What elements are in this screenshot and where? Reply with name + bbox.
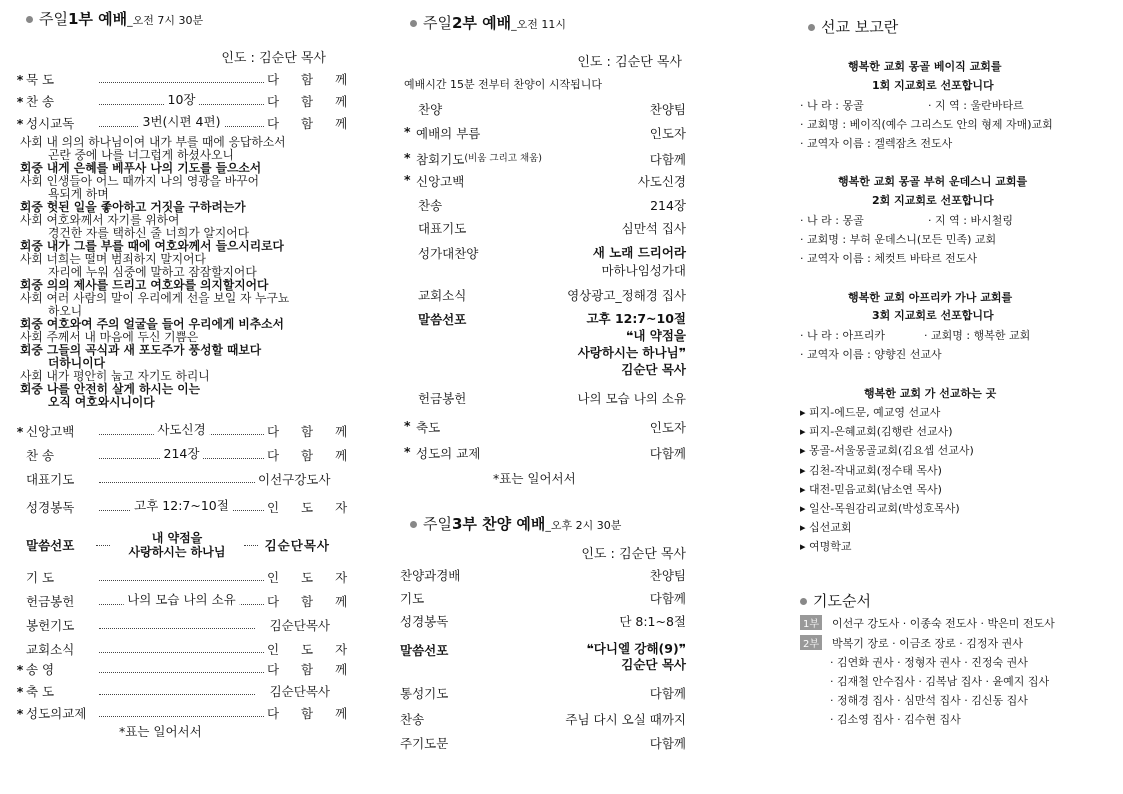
order-label-group xyxy=(404,219,466,237)
choir-song: 새 노래 드리어라 xyxy=(592,245,686,260)
stand-mark: * xyxy=(16,423,24,439)
order-row xyxy=(14,497,357,516)
order-person: 김순단목사 xyxy=(269,684,330,699)
order-detail: 사도신경 xyxy=(153,420,209,438)
order-label: 축 도 xyxy=(26,684,55,699)
order-label: 묵 도 xyxy=(26,72,55,87)
order-person: 다함께 xyxy=(649,686,686,701)
order-person: 이선구강도사 xyxy=(258,472,331,487)
order-person: 인도자 xyxy=(649,420,686,435)
order-row xyxy=(400,612,686,630)
order-label: 참회기도 xyxy=(416,152,465,167)
stand-mark: * xyxy=(16,661,24,677)
order-detail: 나의 모습 나의 소유 xyxy=(123,590,240,608)
reading-line: 회중 나를 안전히 살게 하시는 이는 xyxy=(20,382,201,396)
order-row xyxy=(404,124,686,142)
order-row xyxy=(14,421,357,440)
stand-mark: * xyxy=(16,71,24,87)
order-person: 심만석 집사 xyxy=(621,221,686,236)
reading-line: 더하니이다 xyxy=(48,356,105,370)
order-row xyxy=(404,219,686,237)
reading-line: 회중 내가 그를 부를 때에 여호와께서 들으시리로다 xyxy=(20,239,284,253)
mission-place-text: 대전-믿음교회(남소연 목사) xyxy=(809,482,942,496)
responsive-reading xyxy=(20,136,320,409)
order-row xyxy=(14,445,357,464)
choir-name: 마하나임성가대 xyxy=(601,263,686,278)
order-row xyxy=(400,734,686,752)
dotted-leader xyxy=(99,445,264,461)
mission-places-list xyxy=(800,404,974,558)
order-row xyxy=(14,470,330,488)
stand-mark: * xyxy=(16,683,24,699)
order-label: 찬송 xyxy=(400,712,425,727)
church-1-declare: 1회 지교회로 선포합니다 xyxy=(872,79,994,92)
order-label: 헌금봉헌 xyxy=(418,391,467,406)
order-label: 성경봉독 xyxy=(400,614,449,629)
order-label: 찬 송 xyxy=(26,448,55,463)
order-label-group xyxy=(404,389,466,407)
arrow-icon: ▸ xyxy=(800,463,810,477)
dotted-leader xyxy=(99,421,264,437)
mission-place-item xyxy=(800,442,974,461)
sermon-preacher: 김순단 목사 xyxy=(621,362,686,377)
arrow-icon: ▸ xyxy=(800,444,810,458)
reading-line: 회중 헛된 일을 좋아하고 거짓을 구하려는가 xyxy=(20,200,246,214)
order-label: 신앙고백 xyxy=(26,424,75,439)
service-3-title: 주일 3부 찬양 예배 _오후 2시 30분 xyxy=(410,513,621,534)
stand-mark xyxy=(404,219,418,237)
mission-place-item xyxy=(800,519,974,538)
mission-place-text: 피지-은혜교회(김행란 선교사) xyxy=(809,425,953,439)
reading-line: 사회 너희는 떨며 범죄하지 말지어다 xyxy=(20,252,206,266)
prayer-title: 기도순서 xyxy=(800,590,871,611)
prayer-line: · 김소영 집사 · 김수현 집사 xyxy=(830,713,961,726)
order-person: 다 함 께 xyxy=(267,706,357,721)
reading-line: 사회 여러 사람의 말이 우리에게 선을 보일 자 누구뇨 xyxy=(20,291,290,305)
order-label: 찬송 xyxy=(418,198,443,213)
order-person: 인도자 xyxy=(649,126,686,141)
service-3-leader: 인도 : 김순단 목사 xyxy=(581,547,686,562)
order-row-sermon: 말씀선포 고후 12:7~10절 ❝내 약점을 사랑하시는 하나님❞ 김순단 목사 xyxy=(418,311,686,377)
dotted-leader xyxy=(99,76,264,83)
dotted-leader xyxy=(99,497,264,513)
dotted-leader xyxy=(99,622,255,629)
service-2-title: 주일 2부 예배 _오전 11시 xyxy=(410,12,566,33)
stand-mark: * xyxy=(404,172,411,187)
order-label: 찬양 xyxy=(418,102,443,117)
reading-line: 사회 내 의의 하나님이여 내가 부를 때에 응답하소서 xyxy=(20,135,286,149)
order-row xyxy=(400,589,686,607)
order-label: 기 도 xyxy=(26,570,55,585)
reading-line: 사회 여호와께서 자기를 위하여 xyxy=(20,213,180,227)
order-row xyxy=(400,684,686,702)
order-person: 다 함 께 xyxy=(267,662,357,677)
reading-line: 사회 인생들아 어느 때까지 나의 영광을 바꾸어 xyxy=(20,174,260,188)
order-label: 교회소식 xyxy=(26,642,75,657)
reading-line: 회중 내게 은혜를 베푸사 나의 기도를 들으소서 xyxy=(20,161,262,175)
order-person: 다 함 께 xyxy=(267,594,357,609)
order-person: 사도신경 xyxy=(637,174,686,189)
order-row xyxy=(400,710,686,728)
order-label: 신앙고백 xyxy=(416,174,465,189)
prayer-row-1: 1부 이선구 강도사 · 이종숙 전도사 · 박은미 전도사 xyxy=(800,615,1055,631)
order-label: 성시교독 xyxy=(26,116,75,131)
order-person: 단 8:1~8절 xyxy=(619,614,686,629)
reading-line: 욕되게 하며 xyxy=(48,187,109,201)
order-person: 다 함 께 xyxy=(267,424,357,439)
reading-line: 사회 내가 평안히 눕고 자기도 하리니 xyxy=(20,369,210,383)
mission-place-text: 몽골-서울몽골교회(김요셉 선교사) xyxy=(809,444,974,458)
order-label: 성도의교제 xyxy=(26,706,87,721)
prayer-list xyxy=(830,654,1049,730)
order-label: 예배의 부름 xyxy=(416,126,481,141)
reading-line: 자리에 누워 심중에 말하고 잠잠할지어다 xyxy=(48,265,257,279)
order-label: 기도 xyxy=(400,591,425,606)
prayer-line: · 정해경 집사 · 심만석 집사 · 김신동 집사 xyxy=(830,694,1028,707)
order-person: 214장 xyxy=(650,198,686,213)
arrow-icon: ▸ xyxy=(800,425,810,439)
order-label-group xyxy=(404,444,480,462)
order-row xyxy=(404,150,686,168)
service-2-note: 예배시간 15분 전부터 찬양이 시작됩니다 xyxy=(404,78,602,91)
order-row xyxy=(404,172,686,190)
church-2-declare: 2회 지교회로 선포합니다 xyxy=(872,194,994,207)
order-person: 주님 다시 오실 때까지 xyxy=(565,712,686,727)
order-label: 대표기도 xyxy=(418,221,467,236)
mission-place-text: 일산-목원감리교회(박성호목사) xyxy=(809,501,960,515)
order-label: 통성기도 xyxy=(400,686,449,701)
order-label-group xyxy=(404,124,480,142)
stand-mark: * xyxy=(16,705,24,721)
order-label-group xyxy=(404,172,464,190)
order-row-sermon: 말씀선포 내 약점을 사랑하시는 하나님 김순단목사 xyxy=(26,531,330,559)
stand-mark xyxy=(404,100,418,118)
order-row xyxy=(404,196,686,214)
order-person: 다 함 께 xyxy=(267,94,357,109)
stand-mark: * xyxy=(16,115,24,131)
order-person: 다함께 xyxy=(649,446,686,461)
stand-mark: * xyxy=(16,93,24,109)
bullet-icon xyxy=(410,521,417,528)
bullet-icon xyxy=(26,16,33,23)
dotted-leader xyxy=(99,113,264,129)
church-1-heading: 행복한 교회 몽골 베이직 교회를 xyxy=(848,60,1002,73)
service-1-title: 주일 1부 예배 _오전 7시 30분 xyxy=(26,8,203,29)
order-row xyxy=(14,91,357,110)
order-detail: 3번(시편 4편) xyxy=(139,112,225,130)
bullet-icon xyxy=(410,20,417,27)
order-label: 대표기도 xyxy=(26,472,75,487)
order-row xyxy=(404,418,686,436)
mission-place-item xyxy=(800,538,974,557)
order-label-group xyxy=(404,418,440,436)
reading-line: 오직 여호와시니이다 xyxy=(48,395,155,409)
order-label: 찬 송 xyxy=(26,94,55,109)
order-row xyxy=(14,616,330,634)
mission-place-item xyxy=(800,481,974,500)
order-person: 다함께 xyxy=(649,736,686,751)
order-person: 인 도 자 xyxy=(267,570,357,585)
sermon-title-line-1: ❝내 약점을 xyxy=(626,328,686,343)
order-label: 주기도문 xyxy=(400,736,449,751)
order-row xyxy=(14,682,330,700)
order-person: 인 도 자 xyxy=(267,642,357,657)
stand-mark: * xyxy=(404,124,411,139)
order-label: 헌금봉헌 xyxy=(26,594,75,609)
order-row xyxy=(14,660,357,678)
mission-place-item xyxy=(800,462,974,481)
service-2-leader: 인도 : 김순단 목사 xyxy=(577,55,682,70)
order-row-news: 교회소식 영상광고_정해경 집사 xyxy=(418,288,686,303)
bullet-icon xyxy=(800,598,807,605)
dotted-leader xyxy=(99,91,264,107)
reading-line: 회중 그들의 곡식과 새 포도주가 풍성할 때보다 xyxy=(20,343,262,357)
order-person: 나의 모습 나의 소유 xyxy=(577,391,686,406)
order-label: 축도 xyxy=(416,420,441,435)
order-row xyxy=(14,704,357,722)
order-label: 찬양과경배 xyxy=(400,568,461,583)
mission-places-heading: 행복한 교회 가 선교하는 곳 xyxy=(864,387,997,400)
order-row-choir: 성가대찬양 새 노래 드리어라 마하나임성가대 xyxy=(418,245,686,278)
arrow-icon: ▸ xyxy=(800,406,810,419)
order-label: 성경봉독 xyxy=(26,500,75,515)
dotted-leader xyxy=(99,710,264,717)
stand-mark xyxy=(404,389,418,407)
stand-mark: * xyxy=(404,444,411,459)
order-person: 다 함 께 xyxy=(267,72,357,87)
order-person: 찬양팀 xyxy=(649,568,686,583)
sermon-preacher: 김순단목사 xyxy=(264,538,330,553)
order-note: (비움 그리고 채움) xyxy=(464,153,543,164)
arrow-icon: ▸ xyxy=(800,501,810,515)
order-person: 김순단목사 xyxy=(269,618,330,633)
sermon-title-line-2: 사랑하시는 하나님❞ xyxy=(577,345,686,360)
order-row xyxy=(14,113,357,132)
dotted-leader xyxy=(99,574,264,581)
mission-place-text: 십선교회 xyxy=(809,521,852,535)
reading-line: 곤란 중에 나를 너그럽게 하셨사오니 xyxy=(48,148,234,162)
dotted-leader xyxy=(99,476,255,483)
order-person: 다함께 xyxy=(649,591,686,606)
prayer-line: · 김연화 권사 · 정형자 권사 · 진정숙 권사 xyxy=(830,656,1028,669)
order-label: 송 영 xyxy=(26,662,55,677)
mission-place-item xyxy=(800,500,974,519)
service-1-footnote: *표는 일어서서 xyxy=(119,724,202,739)
church-2-heading: 행복한 교회 몽골 부허 운데스니 교회를 xyxy=(838,175,1028,188)
reading-line: 경건한 자를 택하신 줄 너희가 알지어다 xyxy=(48,226,250,240)
order-detail: 고후 12:7~10절 xyxy=(130,496,233,514)
stand-mark: * xyxy=(404,418,411,433)
arrow-icon: ▸ xyxy=(800,540,810,554)
order-row xyxy=(14,70,357,88)
church-3-heading: 행복한 교회 아프리카 가나 교회를 xyxy=(848,291,1013,304)
mission-place-text: 피지-에드문, 예교영 선교사 xyxy=(809,406,941,419)
sermon-preacher: 김순단 목사 xyxy=(621,657,686,672)
sermon-title-line-1: 내 약점을 xyxy=(151,531,203,545)
order-row xyxy=(14,591,357,610)
order-person: 다함께 xyxy=(649,152,686,167)
stand-mark: * xyxy=(404,150,411,165)
order-row xyxy=(404,389,686,407)
reading-line: 회중 의의 제사를 드리고 여호와를 의지할지어다 xyxy=(20,278,269,292)
order-row xyxy=(404,444,686,462)
prayer-row-2: 2부 박복기 장로 · 이금조 장로 · 김정자 권사 xyxy=(800,635,1023,651)
mission-place-text: 김천-작내교회(정수태 목사) xyxy=(809,463,942,477)
church-3-declare: 3회 지교회로 선포합니다 xyxy=(872,309,994,322)
mission-place-text: 여명학교 xyxy=(809,540,852,554)
prayer-line: · 김재철 안수집사 · 김복남 집사 · 윤예지 집사 xyxy=(830,675,1050,688)
order-label-group xyxy=(404,100,442,118)
arrow-icon: ▸ xyxy=(800,482,810,496)
dotted-leader xyxy=(99,688,255,695)
reading-line: 사회 주께서 내 마음에 두신 기쁨은 xyxy=(20,330,199,344)
bullet-icon xyxy=(808,24,815,31)
order-person: 다 함 께 xyxy=(267,116,357,131)
dotted-leader xyxy=(99,591,264,607)
arrow-icon: ▸ xyxy=(800,521,810,535)
order-detail: 214장 xyxy=(160,444,204,462)
reading-line: 회중 여호와여 주의 얼굴을 들어 우리에게 비추소서 xyxy=(20,317,284,331)
dotted-leader xyxy=(99,666,264,673)
order-label-group xyxy=(404,150,542,168)
stand-mark xyxy=(404,196,418,214)
order-row xyxy=(400,566,686,584)
sermon-scripture: 고후 12:7~10절 xyxy=(586,311,686,326)
sermon-title: ❝다니엘 강해(9)❞ xyxy=(586,641,686,656)
mission-place-item xyxy=(800,404,974,423)
order-label-group xyxy=(404,196,442,214)
order-detail: 10장 xyxy=(164,90,200,108)
sermon-title-line-2: 사랑하시는 하나님 xyxy=(128,545,226,559)
order-row xyxy=(14,568,357,586)
mission-title: 선교 보고란 xyxy=(808,16,898,37)
reading-line: 하오니 xyxy=(48,304,83,318)
order-label: 봉헌기도 xyxy=(26,618,75,633)
order-label: 성도의 교제 xyxy=(416,446,481,461)
mission-place-item xyxy=(800,423,974,442)
order-person: 찬양팀 xyxy=(649,102,686,117)
order-row xyxy=(404,100,686,118)
order-row xyxy=(14,640,357,658)
dotted-leader xyxy=(99,646,264,653)
order-person: 인 도 자 xyxy=(267,500,357,515)
service-2-footnote: *표는 일어서서 xyxy=(493,471,576,486)
service-1-leader: 인도 : 김순단 목사 xyxy=(221,51,326,66)
order-row-sermon-3: 말씀선포 ❝다니엘 강해(9)❞ 김순단 목사 xyxy=(400,641,686,672)
order-person: 다 함 께 xyxy=(267,448,357,463)
